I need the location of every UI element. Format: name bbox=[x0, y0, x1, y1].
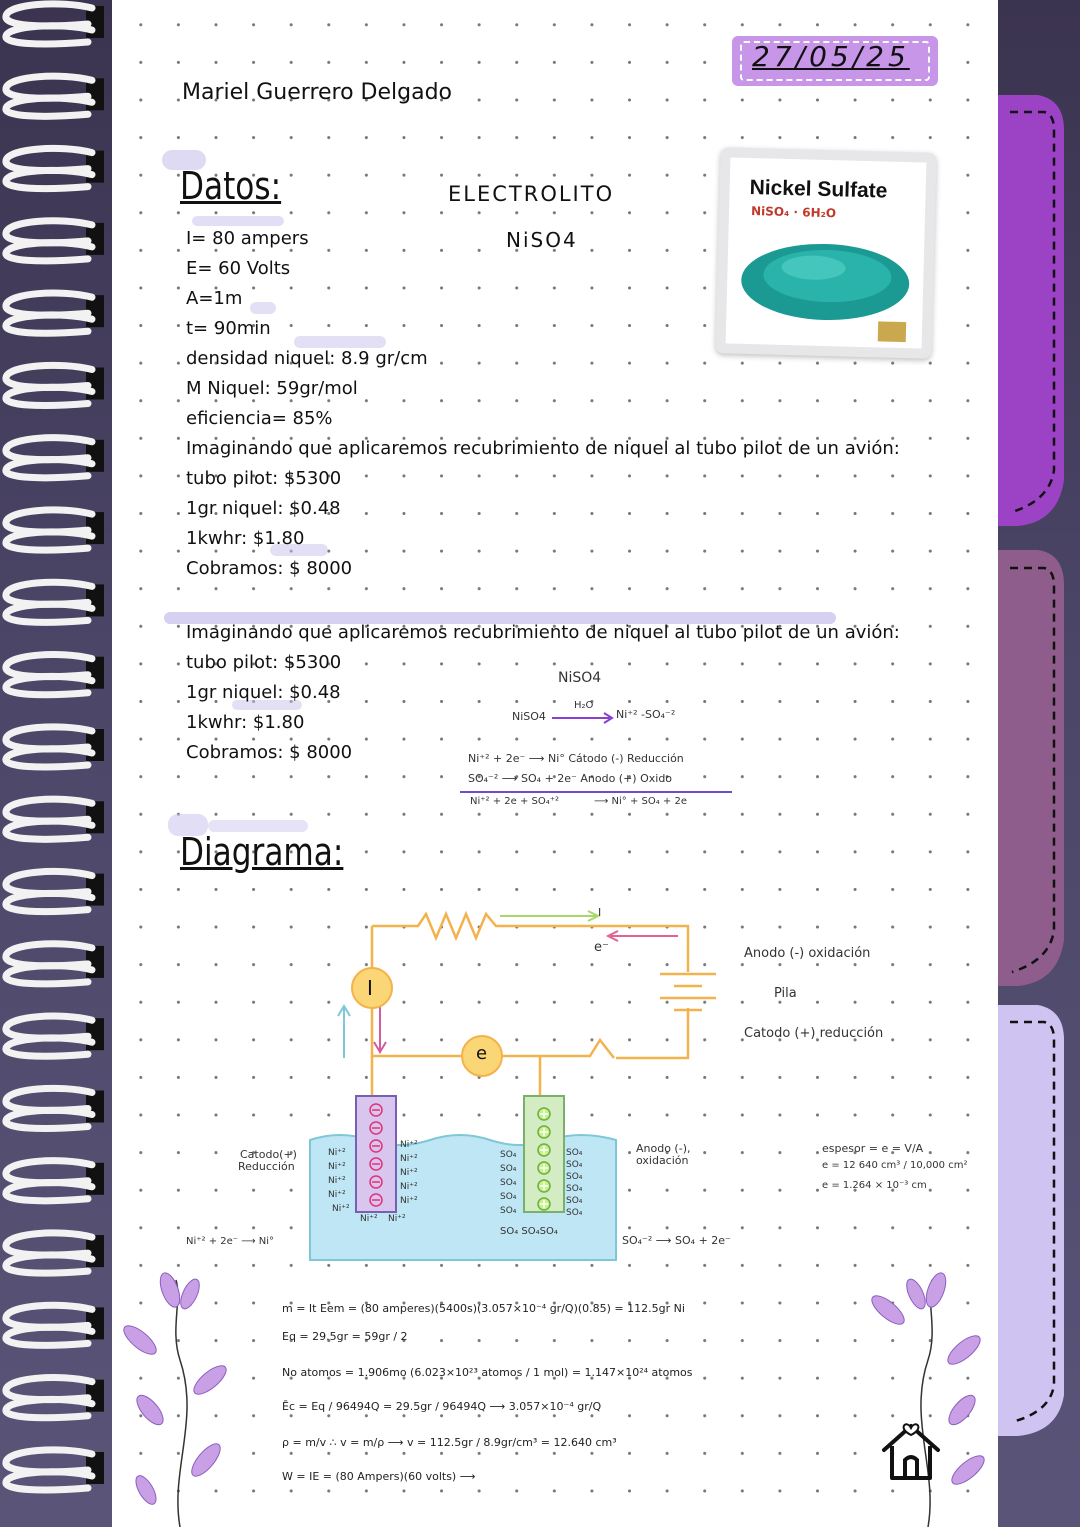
datos-line: tubo pilot: $5300 bbox=[186, 468, 342, 489]
ni-ion-label: Ni⁺² bbox=[400, 1196, 418, 1206]
spiral-ring bbox=[6, 582, 104, 622]
datos-line: A=1m bbox=[186, 288, 243, 309]
calculation-line: No atomos = 1.906mo (6.023×10²³ atomos / 1 mol) = 1.147×10²⁴ atomos bbox=[282, 1366, 693, 1379]
reaction-total-right: ⟶ Ni° + SO₄ + 2e bbox=[594, 796, 687, 807]
so4-reaction: SO₄⁻² ⟶ SO₄ + 2e⁻ bbox=[622, 1234, 731, 1247]
spiral-ring bbox=[6, 1305, 104, 1345]
ni-ion-label: Ni⁺² bbox=[400, 1154, 418, 1164]
nickel-sulfate-photo bbox=[715, 147, 936, 359]
calculation-line: m = It Eem = (80 amperes)(5400s)(3.057×10⁻⁴ gr/Q)(0.85) = 112.5gr Ni bbox=[282, 1302, 685, 1315]
datos-line: Imaginando que aplicaremos recubrimiento de niquel al tubo pilot de un avión: bbox=[186, 438, 900, 459]
spiral-ring bbox=[6, 1161, 104, 1201]
electrolito-formula: NiSO4 bbox=[506, 228, 578, 252]
so4-ion-label: SO₄ bbox=[500, 1192, 517, 1202]
spiral-ring bbox=[6, 148, 104, 188]
so4-ion-label: SO₄ bbox=[566, 1172, 583, 1182]
espesor-line-1: espesor = e = V/A bbox=[822, 1142, 924, 1155]
reaction-cathode: Ni⁺² + 2e⁻ ⟶ Ni° Cátodo (-) Reducción bbox=[468, 752, 684, 765]
pila-label: Pila bbox=[774, 986, 797, 1001]
datos-line: Cobramos: $ 8000 bbox=[186, 558, 353, 579]
spiral-ring bbox=[6, 1233, 104, 1273]
date-text: 27/05/25 bbox=[752, 40, 910, 73]
calculation-line: ρ = m/v ∴ v = m/ρ ⟶ v = 112.5gr / 8.9gr/cm³ = 12.640 cm³ bbox=[282, 1436, 617, 1449]
electrolito-label: ELECTROLITO bbox=[448, 182, 615, 206]
ni-ion-label: Ni⁺² bbox=[400, 1140, 418, 1150]
datos-line: E= 60 Volts bbox=[186, 258, 291, 279]
catodo-pila-label: Catodo (+) reducción bbox=[744, 1026, 884, 1041]
home-icon[interactable] bbox=[878, 1418, 944, 1484]
anodo-side-label: Anodo (-), bbox=[636, 1142, 691, 1155]
current-i-label: I bbox=[598, 906, 602, 919]
photo-formula: NiSO₄ · 6H₂O bbox=[750, 204, 837, 221]
reduccion-side-label: Reducción bbox=[238, 1160, 295, 1173]
ni-ion-label: Ni⁺² bbox=[328, 1148, 346, 1158]
datos-line: I= 80 ampers bbox=[186, 228, 309, 249]
photo-title: Nickel Sulfate bbox=[749, 175, 888, 203]
second-block-line: Cobramos: $ 8000 bbox=[186, 742, 353, 763]
spiral-ring bbox=[6, 293, 104, 333]
ni-ion-label: Ni⁺² bbox=[400, 1182, 418, 1192]
electrolysis-diagram bbox=[300, 890, 760, 1270]
spiral-binding bbox=[0, 0, 116, 1527]
spiral-ring bbox=[6, 365, 104, 405]
spiral-ring bbox=[6, 438, 104, 478]
meter-i-label: I bbox=[367, 976, 373, 1000]
ni-ion-label: Ni⁺² bbox=[328, 1176, 346, 1186]
datos-line: eficiencia= 85% bbox=[186, 408, 333, 429]
datos-line: 1gr niquel: $0.48 bbox=[186, 498, 341, 519]
spiral-ring bbox=[6, 76, 104, 116]
reaction-top: NiSO4 bbox=[558, 670, 602, 686]
second-block-line: tubo pilot: $5300 bbox=[186, 652, 342, 673]
spiral-ring bbox=[6, 944, 104, 984]
reaction-water: H₂O bbox=[574, 700, 594, 711]
dissociation-arrow bbox=[552, 712, 614, 724]
green-crystals-image bbox=[726, 157, 927, 348]
ni-ion-label: Ni⁺² bbox=[400, 1168, 418, 1178]
ni-ion-label: Ni⁺² bbox=[328, 1162, 346, 1172]
so4-ion-label: SO₄ bbox=[500, 1206, 517, 1216]
spiral-ring bbox=[6, 655, 104, 695]
so4-ion-label: SO₄ bbox=[500, 1150, 517, 1160]
calculation-line: W = IE = (80 Ampers)(60 volts) ⟶ bbox=[282, 1470, 476, 1483]
bottom-so4-label: SO₄ SO₄SO₄ bbox=[500, 1226, 558, 1237]
diagrama-title: Diagrama: bbox=[180, 830, 344, 874]
spiral-ring bbox=[6, 727, 104, 767]
spiral-ring bbox=[6, 871, 104, 911]
datos-line: t= 90min bbox=[186, 318, 271, 339]
so4-ion-label: SO₄ bbox=[566, 1208, 583, 1218]
catodo-side-label: Catodo(+) bbox=[240, 1148, 297, 1161]
spiral-ring bbox=[6, 4, 104, 44]
oxidacion-side-label: oxidación bbox=[636, 1154, 689, 1167]
spiral-ring bbox=[6, 1450, 104, 1490]
spiral-ring bbox=[6, 510, 104, 550]
ni-ion-label: Ni⁺² bbox=[328, 1190, 346, 1200]
ni-ion-label: Ni⁺² bbox=[388, 1214, 406, 1224]
reaction-sum-line bbox=[460, 791, 732, 793]
section-tabs bbox=[998, 0, 1080, 1527]
second-block-line: 1gr niquel: $0.48 bbox=[186, 682, 341, 703]
calculation-line: Eq = 29.5gr = 59gr / 2 bbox=[282, 1330, 408, 1343]
author-name: Mariel Guerrero Delgado bbox=[182, 80, 453, 105]
ni-ion-label: Ni⁺² bbox=[332, 1204, 350, 1214]
espesor-line-3: e = 1.264 × 10⁻³ cm bbox=[822, 1180, 927, 1191]
so4-ion-label: SO₄ bbox=[500, 1178, 517, 1188]
reaction-dissoc-left: NiSO4 bbox=[512, 710, 546, 723]
spiral-ring bbox=[6, 1378, 104, 1418]
datos-line: 1kwhr: $1.80 bbox=[186, 528, 305, 549]
so4-ion-label: SO₄ bbox=[566, 1184, 583, 1194]
second-block-line: 1kwhr: $1.80 bbox=[186, 712, 305, 733]
calculation-line: Ēc = Eq / 96494Q = 29.5gr / 96494Q ⟶ 3.057×10⁻⁴ gr/Q bbox=[282, 1400, 602, 1413]
electron-label: e⁻ bbox=[594, 940, 609, 955]
datos-line: M Niquel: 59gr/mol bbox=[186, 378, 358, 399]
meter-e-label: e bbox=[476, 1043, 488, 1064]
reaction-total-left: Ni⁺² + 2e + SO₄⁺² bbox=[470, 796, 560, 807]
so4-ion-label: SO₄ bbox=[566, 1160, 583, 1170]
ni-ion-label: Ni⁺² bbox=[360, 1214, 378, 1224]
flower-illustration-right bbox=[858, 1270, 998, 1527]
anodo-pila-label: Anodo (-) oxidación bbox=[744, 946, 871, 961]
espesor-line-2: e = 12 640 cm³ / 10,000 cm² bbox=[822, 1160, 968, 1171]
spiral-ring bbox=[6, 1016, 104, 1056]
datos-title: Datos: bbox=[180, 164, 282, 208]
spiral-ring bbox=[6, 1088, 104, 1128]
date-box bbox=[732, 36, 938, 86]
spiral-ring bbox=[6, 799, 104, 839]
so4-ion-label: SO₄ bbox=[500, 1164, 517, 1174]
datos-line: densidad niquel: 8.9 gr/cm bbox=[186, 348, 428, 369]
so4-ion-label: SO₄ bbox=[566, 1196, 583, 1206]
reaction-anode: SO₄⁻² ⟶ SO₄ + 2e⁻ Anodo (+) Oxido bbox=[468, 772, 673, 785]
flower-illustration-left bbox=[110, 1270, 250, 1527]
so4-ion-label: SO₄ bbox=[566, 1148, 583, 1158]
spiral-ring bbox=[6, 221, 104, 261]
reaction-dissoc-right: Ni⁺² -SO₄⁻² bbox=[616, 708, 676, 721]
ni-reaction: Ni⁺² + 2e⁻ ⟶ Ni° bbox=[186, 1236, 275, 1247]
second-block-line: Imaginando que aplicaremos recubrimiento de niquel al tubo pilot de un avión: bbox=[186, 622, 900, 643]
